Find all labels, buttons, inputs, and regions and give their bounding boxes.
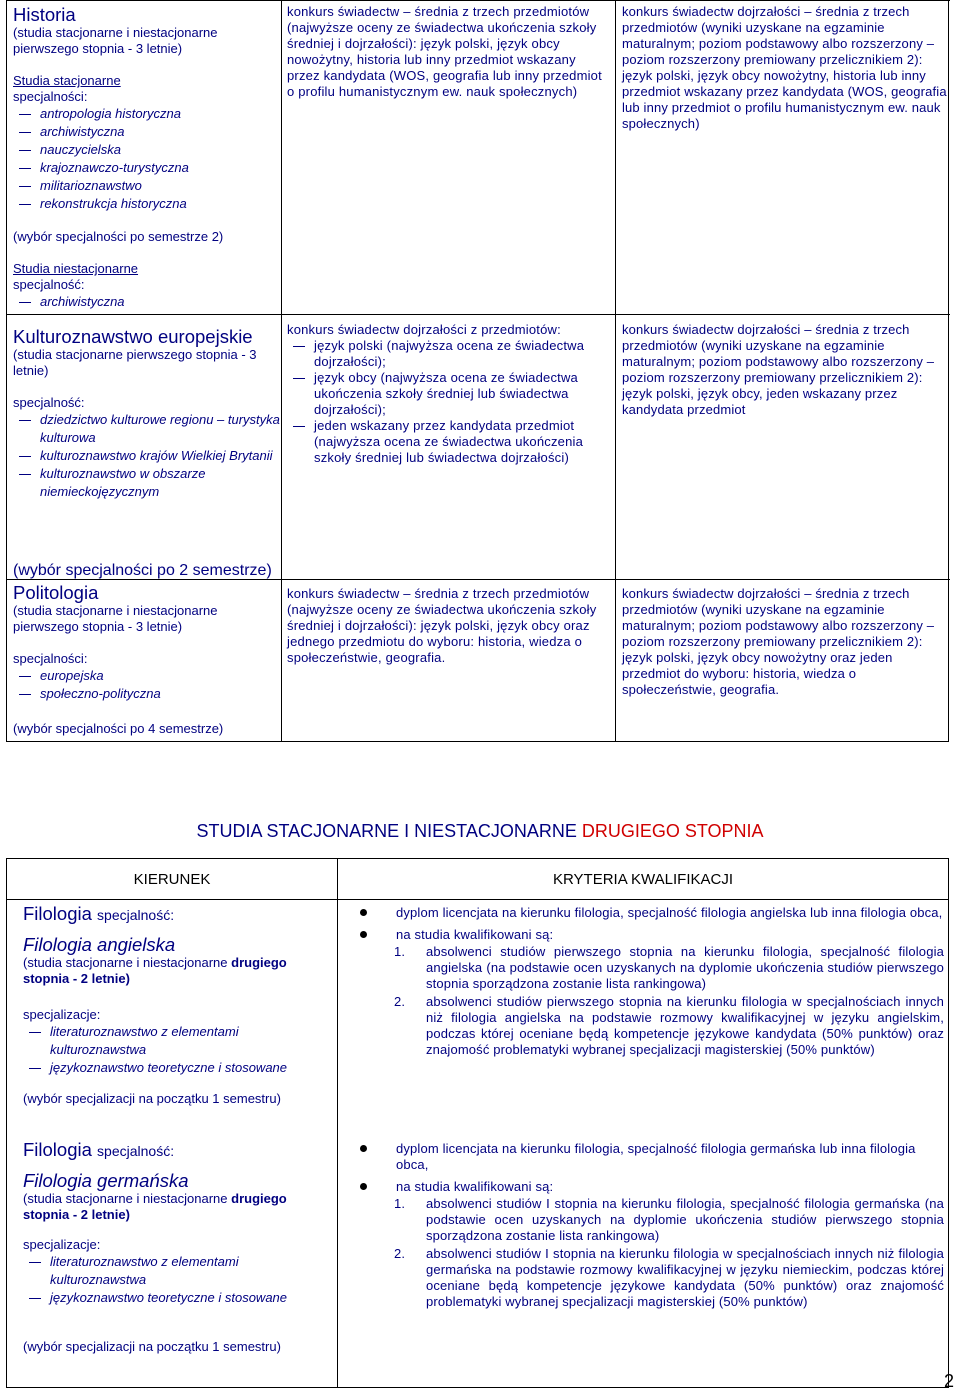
row-historia-konkurs-dojrzalosci: konkurs świadectw dojrzałości – średnia z trzech przedmiotów (wyniki uzyskane na egzaminie maturalnym; poziom podstawowy albo rozszerzony – poziom rozszerzony premiowany przelicznikiem 2): język polski, język obcy nowożytny, historia lub inny przedmiot wskazany przez kandydata (WOS, geografia lub inny przedmiot o profilu humanistycznym ew. nauk społecznych): [622, 4, 947, 131]
item-text: absolwenci studiów pierwszego stopnia na kierunku filologia, specjalność filologia angielska (na podstawie ocen uzyskanych na dyplomie ukończenia studiów pierwszego stopnia sporządzona zostanie lista rankingowa): [426, 944, 944, 991]
row-politologia-kierunek: [13, 582, 281, 737]
item-text: absolwenci studiów I stopnia na kierunku filologia, specjalność filologia germańska (na podstawie ocen uzyskanych na dyplomie ukończenia studiów pierwszego stopnia sporządzona zostanie lista rankingowa): [426, 1196, 944, 1243]
column-divider: [281, 0, 282, 742]
item-text: absolwenci studiów I stopnia na kierunku filologia w specjalnościach innych niż filologia germańska na podstawie rozmowy kwalifikacyjnej w języku niemieckim, podczas której oceniane będą kompetencje językowe kandydata (50% punktów) oraz znajomość problematyki wybranej specjalizacji magisterskiej (50% punktów): [426, 1246, 944, 1309]
kierunek-title: [23, 903, 328, 926]
list-item: jeden wskazany przez kandydata przedmiot (najwyższa ocena ze świadectwa ukończenia szkoły średniej lub świadectwa dojrzałości): [287, 418, 609, 466]
list-item: 2. absolwenci studiów I stopnia na kierunku filologia w specjalnościach innych niż filologia germańska na podstawie rozmowy kwalifikacyjnej w języku niemieckim, podczas której oceniane będą kompetencje językowe kandydata (50% punktów) oraz znajomość problematyki wybranej specjalizacji magisterskiej (50% punktów): [394, 1246, 944, 1309]
group-title: Studia niestacjonarne: [13, 261, 139, 276]
spec-list: [13, 667, 281, 703]
spec-label: specjalność:: [13, 395, 85, 410]
spec-list: [13, 105, 281, 213]
row-divider: [7, 314, 950, 315]
list-item: europejska: [13, 667, 281, 685]
numbered-list: [354, 944, 944, 1058]
spec-label: specjalność:: [97, 907, 175, 923]
list-item: na studia kwalifikowani są:: [354, 927, 944, 943]
stage2-table: [6, 858, 949, 1388]
row-kulturoznawstwo-note: (wybór specjalności po 2 semestrze): [13, 562, 272, 579]
column-divider: [615, 0, 616, 742]
row-historia-konkurs-swiadectw: konkurs świadectw – średnia z trzech przedmiotów (najwyższe oceny ze świadectwa ukończenia szkoły średniej i dojrzałości): język polski, język obcy nowożytny, historia lub inny przedmiot wskazany przez kandydata (WOS, geografia lub inny przedmiot o profilu humanistycznym ew. nauk społecznych): [287, 4, 602, 99]
heading-prefix: STUDIA STACJONARNE I NIESTACJONARNE: [196, 821, 582, 841]
spec-label: specjalność:: [13, 277, 85, 292]
row-politologia-konkurs-swiadectw: konkurs świadectw – średnia z trzech przedmiotów (najwyższe oceny ze świadectwa ukończenia szkoły średniej i dojrzałości): język polski, język obcy oraz jednego przedmiotu do wyboru: historia, wiedza o społeczeństwie, geografia.: [287, 586, 597, 665]
list-item: 2. absolwenci studiów pierwszego stopnia na kierunku filologia w specjalnościach innych niż filologia angielska na podstawie rozmowy kwalifikacyjnej w języku angielskim, podczas której oceniane będą kompetencje językowe kandydata (50% punktów) oraz znajomość problematyki wybranej specjalizacji magisterskiej (50% punktów): [394, 994, 944, 1057]
column-header-kryteria: KRYTERIA KWALIFIKACJI: [552, 871, 734, 888]
page-number: 2: [943, 1371, 954, 1391]
header-divider: [7, 899, 948, 900]
list-item: na studia kwalifikowani są:: [354, 1179, 944, 1195]
list-item: archiwistyczna: [13, 293, 281, 311]
list-item: dyplom licencjata na kierunku filologia, specjalność filologia germańska lub inna filologia obca,: [354, 1141, 944, 1173]
list-item: krajoznawczo-turystyczna: [13, 159, 281, 177]
konkurs-intro: konkurs świadectw dojrzałości z przedmiotów:: [287, 322, 561, 337]
row-divider: [7, 0, 950, 1]
spec-list: [23, 1023, 328, 1077]
spec-label: specjalność:: [97, 1143, 175, 1159]
list-item: dyplom licencjata na kierunku filologia, specjalność filologia angielska lub inna filologia obca,: [354, 905, 944, 921]
list-item: militarioznawstwo: [13, 177, 281, 195]
kierunek-title: [23, 1139, 328, 1162]
list-item: 1. absolwenci studiów I stopnia na kierunku filologia, specjalność filologia germańska (na podstawie ocen uzyskanych na dyplomie ukończenia studiów pierwszego stopnia sporządzona zostanie lista rankingowa): [394, 1196, 944, 1243]
subtitle-bold: drugiego stopnia - 2 letnie): [23, 955, 287, 986]
numbered-list: [354, 1196, 944, 1310]
specjalnosc-name: Filologia angielska: [23, 934, 176, 955]
list-item: kulturoznawstwo krajów Wielkiej Brytanii: [13, 447, 281, 465]
list-item: 1. absolwenci studiów pierwszego stopnia na kierunku filologia, specjalność filologia angielska (na podstawie ocen uzyskanych na dyplomie ukończenia studiów pierwszego stopnia sporządzona zostanie lista rankingowa): [394, 944, 944, 991]
row-historia-kierunek: [13, 4, 281, 311]
kierunek-subtitle: (studia stacjonarne i niestacjonarne pierwszego stopnia - 3 letnie): [13, 603, 218, 634]
row-filologia-angielska-kryteria: [354, 905, 944, 1060]
row-filologia-germanska-kierunek: [23, 1139, 328, 1355]
list-item: nauczycielska: [13, 141, 281, 159]
spec-label: specjalności:: [13, 89, 88, 104]
list-item: antropologia historyczna: [13, 105, 281, 123]
item-text: absolwenci studiów pierwszego stopnia na kierunku filologia w specjalnościach innych niż filologia angielska na podstawie rozmowy kwalifikacyjnej w języku angielskim, podczas której oceniane będą kompetencje językowe kandydata (50% punktów) oraz znajomość problematyki wybranej specjalizacji magisterskiej (50% punktów): [426, 994, 944, 1057]
row-filologia-germanska-kryteria: [354, 1141, 944, 1312]
list-item: społeczno-polityczna: [13, 685, 281, 703]
kierunek-title: Politologia: [13, 582, 99, 603]
specjalizacje-label: specjalizacje:: [23, 1237, 101, 1252]
heading-highlight: DRUGIEGO STOPNIA: [581, 821, 764, 841]
criteria-list: [354, 905, 944, 943]
spec-note: (wybór specjalności po 4 semestrze): [13, 721, 224, 736]
group-title: Studia stacjonarne: [13, 73, 121, 88]
spec-list: [13, 293, 281, 311]
list-item: język obcy (najwyższa ocena ze świadectwa ukończenia szkoły średniej lub świadectwa dojrzałości);: [287, 370, 609, 418]
spec-list: [23, 1253, 328, 1307]
stage2-heading: [0, 821, 960, 841]
row-kulturoznawstwo-konkurs-dojrzalosci: konkurs świadectw dojrzałości – średnia z trzech przedmiotów (wyniki uzyskane na egzaminie maturalnym; poziom podstawowy albo rozszerzony – poziom rozszerzony premiowany przelicznikiem 2): język polski, język obcy, jeden wskazany przez kandydata przedmiot: [622, 322, 935, 417]
list-item: archiwistyczna: [13, 123, 281, 141]
stage1-table: [6, 0, 949, 742]
list-item: rekonstrukcja historyczna: [13, 195, 281, 213]
list-item: kulturoznawstwo w obszarze niemieckojęzycznym: [13, 465, 281, 501]
criteria-list: [354, 1141, 944, 1195]
row-kulturoznawstwo-kierunek: [13, 326, 281, 501]
subtitle-bold: drugiego stopnia - 2 letnie): [23, 1191, 287, 1222]
row-kulturoznawstwo-konkurs-swiadectw: [287, 322, 609, 466]
list-item: językoznawstwo teoretyczne i stosowane: [23, 1289, 328, 1307]
kierunek-subtitle: (studia stacjonarne i niestacjonarne pierwszego stopnia - 3 letnie): [13, 25, 218, 56]
list-item: język polski (najwyższa ocena ze świadectwa dojrzałości);: [287, 338, 609, 370]
kierunek-subtitle: [23, 955, 328, 987]
row-filologia-angielska-kierunek: [23, 903, 328, 1107]
spec-label: specjalności:: [13, 651, 88, 666]
list-item: dziedzictwo kulturowe regionu – turystyka kulturowa: [13, 411, 281, 447]
spec-list: [13, 411, 281, 501]
spec-note: (wybór specjalności po semestrze 2): [13, 229, 224, 244]
spec-note: (wybór specjalizacji na początku 1 semestru): [23, 1339, 281, 1354]
specjalizacje-label: specjalizacje:: [23, 1007, 101, 1022]
kierunek-title: Historia: [13, 4, 76, 25]
konkurs-list: [287, 338, 609, 466]
subtitle-text: (studia stacjonarne i niestacjonarne: [23, 1191, 232, 1206]
list-item: literaturoznawstwo z elementami kulturoznawstwa: [23, 1253, 328, 1289]
list-item: językoznawstwo teoretyczne i stosowane: [23, 1059, 328, 1077]
specjalnosc-name: Filologia germańska: [23, 1170, 189, 1191]
list-item: literaturoznawstwo z elementami kulturoznawstwa: [23, 1023, 328, 1059]
kierunek-subtitle: (studia stacjonarne pierwszego stopnia - 3 letnie): [13, 347, 257, 378]
column-divider: [337, 859, 338, 1387]
column-header-kierunek: KIERUNEK: [133, 871, 211, 888]
kierunek-subtitle: [23, 1191, 328, 1223]
spec-note: (wybór specjalizacji na początku 1 semestru): [23, 1091, 281, 1106]
kierunek-name: Filologia: [23, 903, 92, 924]
kierunek-title: Kulturoznawstwo europejskie: [13, 326, 253, 347]
row-politologia-konkurs-dojrzalosci: konkurs świadectw dojrzałości – średnia z trzech przedmiotów (wyniki uzyskane na egzaminie maturalnym; poziom podstawowy albo rozszerzony – poziom rozszerzony premiowany przelicznikiem 2): język polski, język obcy nowożytny oraz jeden przedmiot do wyboru: historia, wiedza o społeczeństwie, geografia.: [622, 586, 935, 697]
subtitle-text: (studia stacjonarne i niestacjonarne: [23, 955, 232, 970]
kierunek-name: Filologia: [23, 1139, 92, 1160]
